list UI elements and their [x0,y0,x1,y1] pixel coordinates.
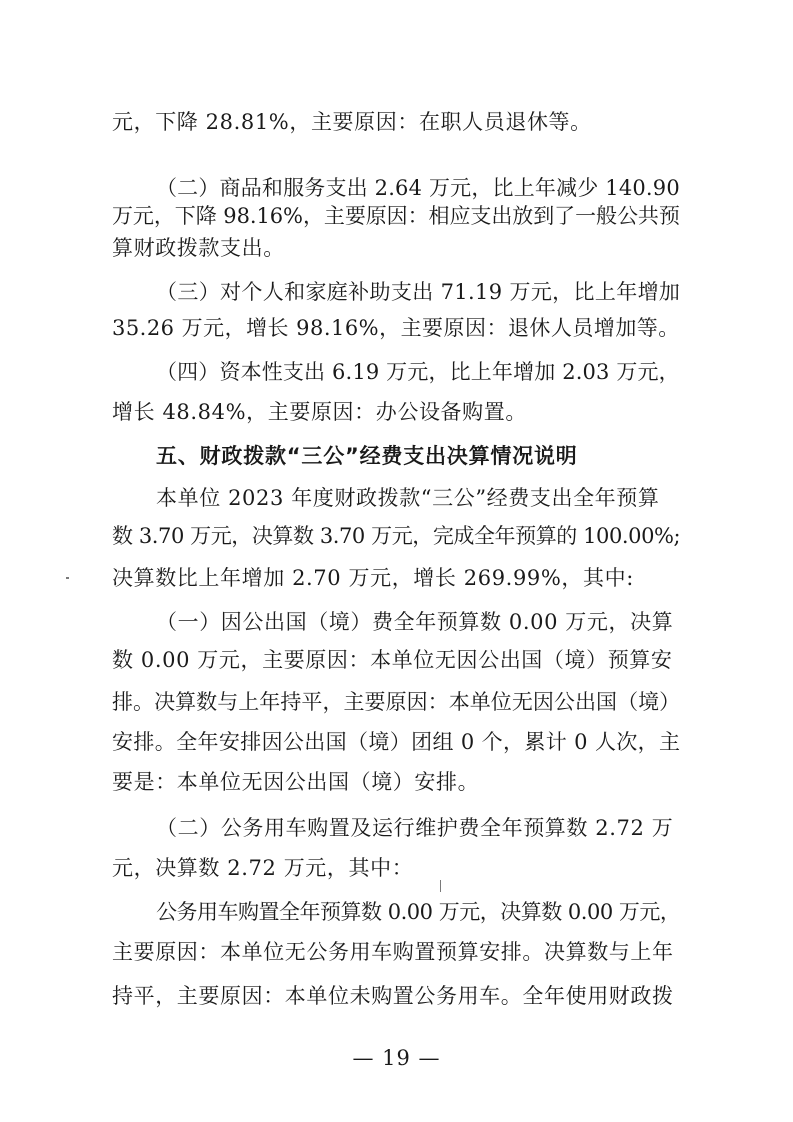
body-line: 主要原因：本单位无公务用车购置预算安排。决算数与上年 [112,940,674,964]
body-line: （二）商品和服务支出 2.64 万元，比上年减少 140.90 [156,176,680,200]
body-line: 万元，下降 98.16%，主要原因：相应支出放到了一般公共预 [112,204,680,228]
body-line: （四）资本性支出 6.19 万元，比上年增加 2.03 万元， [156,360,680,384]
body-line: 排。决算数与上年持平，主要原因：本单位无因公出国（境） [112,690,681,714]
body-line: （二）公务用车购置及运行维护费全年预算数 2.72 万 [156,816,674,840]
page-number: — 19 — [352,1046,441,1070]
body-line: 元，下降 28.81%，主要原因：在职人员退休等。 [112,110,592,134]
body-line: 35.26 万元，增长 98.16%，主要原因：退休人员增加等。 [112,316,680,340]
body-line: 持平，主要原因：本单位未购置公务用车。全年使用财政拨 [112,984,674,1008]
body-line: 要是：本单位无因公出国（境）安排。 [112,770,480,794]
body-line: 算财政拨款支出。 [112,236,285,260]
body-line: 数 3.70 万元，决算数 3.70 万元，完成全年预算的 100.00%; [112,524,681,548]
body-line: 决算数比上年增加 2.70 万元，增长 269.99%，其中: [112,566,634,590]
body-line: 安排。全年安排因公出国（境）团组 0 个，累计 0 人次，主 [112,730,681,754]
body-line: （一）因公出国（境）费全年预算数 0.00 万元，决算 [156,610,674,634]
body-line: （三）对个人和家庭补助支出 71.19 万元，比上年增加 [156,280,681,304]
body-line: 元，决算数 2.72 万元，其中： [112,856,414,880]
body-line: 本单位 2023 年度财政拨款“三公”经费支出全年预算 [156,486,660,510]
body-line: 增长 48.84%，主要原因：办公设备购置。 [112,400,527,424]
scan-speck [66,577,69,579]
scan-speck [440,880,441,892]
body-line: 数 0.00 万元，主要原因：本单位无因公出国（境）预算安 [112,648,673,672]
section-heading: 五、财政拨款“三公”经费支出决算情况说明 [156,444,578,468]
body-line: 公务用车购置全年预算数 0.00 万元，决算数 0.00 万元， [156,900,681,924]
